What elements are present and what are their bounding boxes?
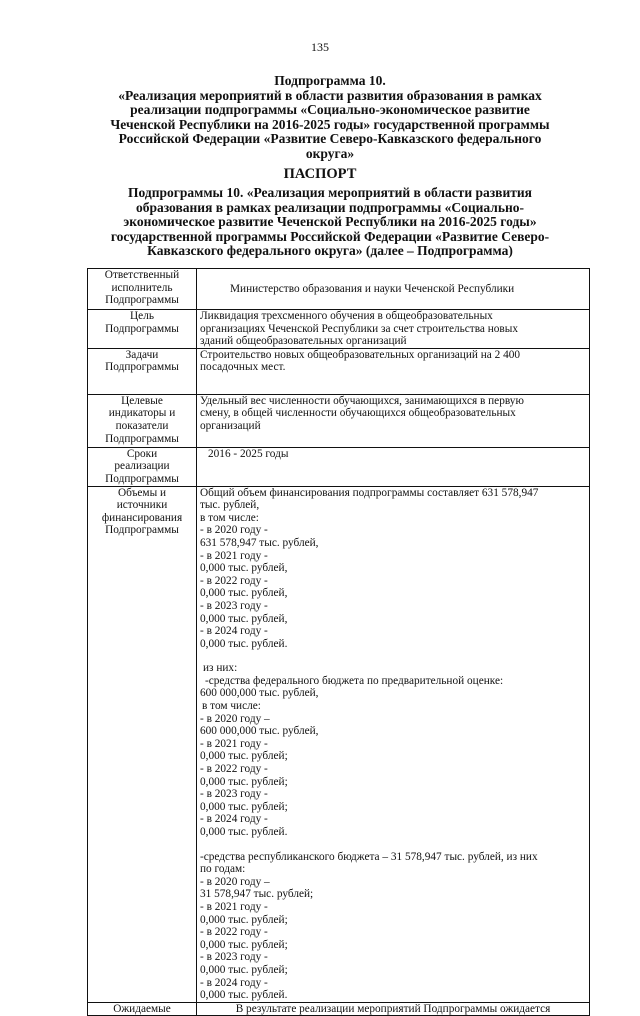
label-line: Подпрограммы — [105, 432, 179, 445]
value-line: по годам: — [200, 863, 246, 876]
year-line — [200, 876, 586, 901]
row-value — [197, 269, 590, 310]
label-line: Сроки — [126, 447, 158, 460]
value-line: -средства федерального бюджета по предварительной оценке: — [205, 674, 504, 687]
heading-line: экономическое развитие Чеченской Республики на 2016-2025 годы» — [123, 214, 537, 229]
heading-line: реализации подпрограммы «Социально-экономическое развитие — [130, 102, 530, 117]
year-label: - в 2020 году – — [200, 875, 270, 888]
year-amount: 31 578,947 тыс. рублей; — [200, 888, 314, 901]
row-label — [88, 1002, 197, 1016]
year-amount: 0,000 тыс. рублей; — [200, 800, 288, 813]
spacer — [200, 650, 586, 662]
label-line: Подпрограммы — [105, 322, 179, 335]
table-row-executor — [88, 269, 590, 310]
row-value — [197, 394, 590, 447]
label-line: Подпрограммы — [105, 524, 179, 537]
table-row-terms — [88, 447, 590, 486]
row-value — [197, 1002, 590, 1016]
year-label: - в 2022 году - — [200, 574, 268, 587]
table-row-goal — [88, 310, 590, 349]
year-amount: 631 578,947 тыс. рублей, — [200, 536, 319, 549]
label-line: источники — [116, 499, 168, 512]
row-label — [88, 310, 197, 349]
table-row-expected — [88, 1002, 590, 1016]
year-amount: 0,000 тыс. рублей, — [200, 587, 288, 600]
year-label: - в 2023 году - — [200, 951, 268, 964]
year-amount: 0,000 тыс. рублей; — [200, 913, 288, 926]
year-line — [200, 575, 586, 600]
year-label: - в 2021 году - — [200, 549, 268, 562]
heading-line: округа» — [305, 145, 355, 161]
row-value — [197, 348, 590, 394]
heading-line: Российской Федерации «Развитие Северо-Кавказского федерального — [118, 131, 542, 146]
year-label: - в 2022 году - — [200, 926, 268, 939]
row-label — [88, 447, 197, 486]
year-line — [200, 951, 586, 976]
row-value — [197, 486, 590, 1002]
passport-title: ПАСПОРТ — [283, 166, 357, 182]
subprogram-heading — [80, 74, 580, 161]
year-amount: 0,000 тыс. рублей; — [200, 750, 288, 763]
year-label: - в 2024 году - — [200, 976, 268, 989]
year-amount: 0,000 тыс. рублей. — [200, 826, 288, 838]
year-line — [200, 713, 586, 738]
value-line: организациях Чеченской Республики за счет строительства новых — [200, 322, 518, 335]
year-label: - в 2021 году - — [200, 737, 268, 750]
label-line: Ответственный — [104, 269, 180, 281]
year-line — [200, 625, 586, 650]
year-label: - в 2023 году - — [200, 599, 268, 612]
table-row-financing — [88, 486, 590, 1002]
year-line — [200, 977, 586, 1002]
label-line: исполнитель — [111, 281, 173, 294]
year-amount: 0,000 тыс. рублей; — [200, 963, 288, 976]
spacer — [200, 839, 586, 851]
label-line: Подпрограммы — [105, 294, 179, 307]
label-line: Подпрограммы — [105, 472, 179, 485]
value-line: в том числе: — [200, 511, 259, 524]
label-line: индикаторы и — [108, 407, 176, 420]
row-label — [88, 348, 197, 394]
heading-line: Подпрограммы 10. «Реализация мероприятий в области развития — [128, 185, 532, 200]
table-row-tasks — [88, 348, 590, 394]
label-line: Цель — [130, 310, 154, 322]
label-line: показатели — [115, 419, 169, 432]
year-line — [200, 550, 586, 575]
row-label — [88, 269, 197, 310]
value-line: Удельный вес численности обучающихся, занимающихся в первую — [200, 394, 524, 407]
value-line: Министерство образования и науки Чеченской Республики — [230, 282, 515, 295]
heading-line: образования в рамках реализации подпрограммы «Социально- — [135, 199, 525, 215]
value-line: Ликвидация трехсменного обучения в общеобразовательных — [200, 310, 493, 322]
value-line: 2016 - 2025 годы — [208, 447, 289, 460]
table-row-indicators — [88, 394, 590, 447]
year-label: - в 2021 году - — [200, 900, 268, 913]
label-line: Ожидаемые — [113, 1002, 171, 1015]
value-line: Общий объем финансирования подпрограммы составляет 631 578,947 — [200, 486, 539, 499]
year-label: - в 2023 году - — [200, 788, 268, 801]
value-line: посадочных мест. — [200, 361, 286, 374]
year-amount: 0,000 тыс. рублей; — [200, 775, 288, 788]
value-line: организаций — [200, 419, 261, 432]
year-amount: 0,000 тыс. рублей, — [200, 562, 288, 575]
year-line — [200, 926, 586, 951]
year-label: - в 2024 году - — [200, 813, 268, 826]
label-line: реализации — [114, 460, 170, 473]
value-line: тыс. рублей, — [200, 499, 260, 512]
label-line: Подпрограммы — [105, 361, 179, 374]
row-label — [88, 486, 197, 1002]
year-label: - в 2024 году - — [200, 625, 268, 638]
heading-line: Кавказского федерального округа» (далее – Подпрограмма) — [147, 243, 513, 258]
label-line: финансирования — [101, 511, 183, 524]
year-line — [200, 524, 586, 549]
value-line: смену, в общей численности обучающихся общеобразовательных — [200, 407, 516, 420]
label-line: Задачи — [125, 348, 159, 361]
year-label: - в 2020 году - — [200, 524, 268, 537]
year-line — [200, 763, 586, 788]
year-amount: 0,000 тыс. рублей. — [200, 989, 288, 1002]
year-line — [200, 738, 586, 763]
year-amount: 0,000 тыс. рублей; — [200, 938, 288, 951]
value-line: зданий общеобразовательных организаций — [200, 335, 407, 348]
row-label — [88, 394, 197, 447]
row-value — [197, 310, 590, 349]
heading-line: государственной программы Российской Федерации «Развитие Северо- — [110, 228, 550, 244]
year-line — [200, 788, 586, 813]
heading-line: Подпрограмма 10. — [274, 73, 386, 88]
year-line — [200, 813, 586, 838]
passport-table — [87, 268, 590, 1016]
year-label: - в 2020 году – — [200, 712, 270, 725]
value-line: Строительство новых общеобразовательных организаций на 2 400 — [200, 348, 521, 361]
label-line: Целевые — [121, 394, 163, 407]
value-line: в том числе: — [202, 700, 261, 713]
year-line — [200, 600, 586, 625]
heading-line: «Реализация мероприятий в области развития образования в рамках — [118, 87, 542, 103]
year-label: - в 2022 году - — [200, 763, 268, 776]
year-amount: 0,000 тыс. рублей, — [200, 612, 288, 625]
year-amount: 0,000 тыс. рублей. — [200, 637, 288, 650]
row-value — [197, 447, 590, 486]
value-line: -средства республиканского бюджета – 31 578,947 тыс. рублей, из них — [200, 850, 538, 863]
heading-line: Чеченской Республики на 2016-2025 годы» государственной программы — [110, 116, 550, 132]
value-line: В результате реализации мероприятий Подпрограммы ожидается — [235, 1002, 551, 1015]
value-line: из них: — [203, 662, 238, 675]
label-line: Объемы и — [117, 486, 167, 499]
value-line: 600 000,000 тыс. рублей, — [200, 687, 319, 700]
passport-heading — [80, 186, 580, 259]
page-number: 135 — [311, 40, 329, 54]
year-amount: 600 000,000 тыс. рублей, — [200, 725, 319, 738]
